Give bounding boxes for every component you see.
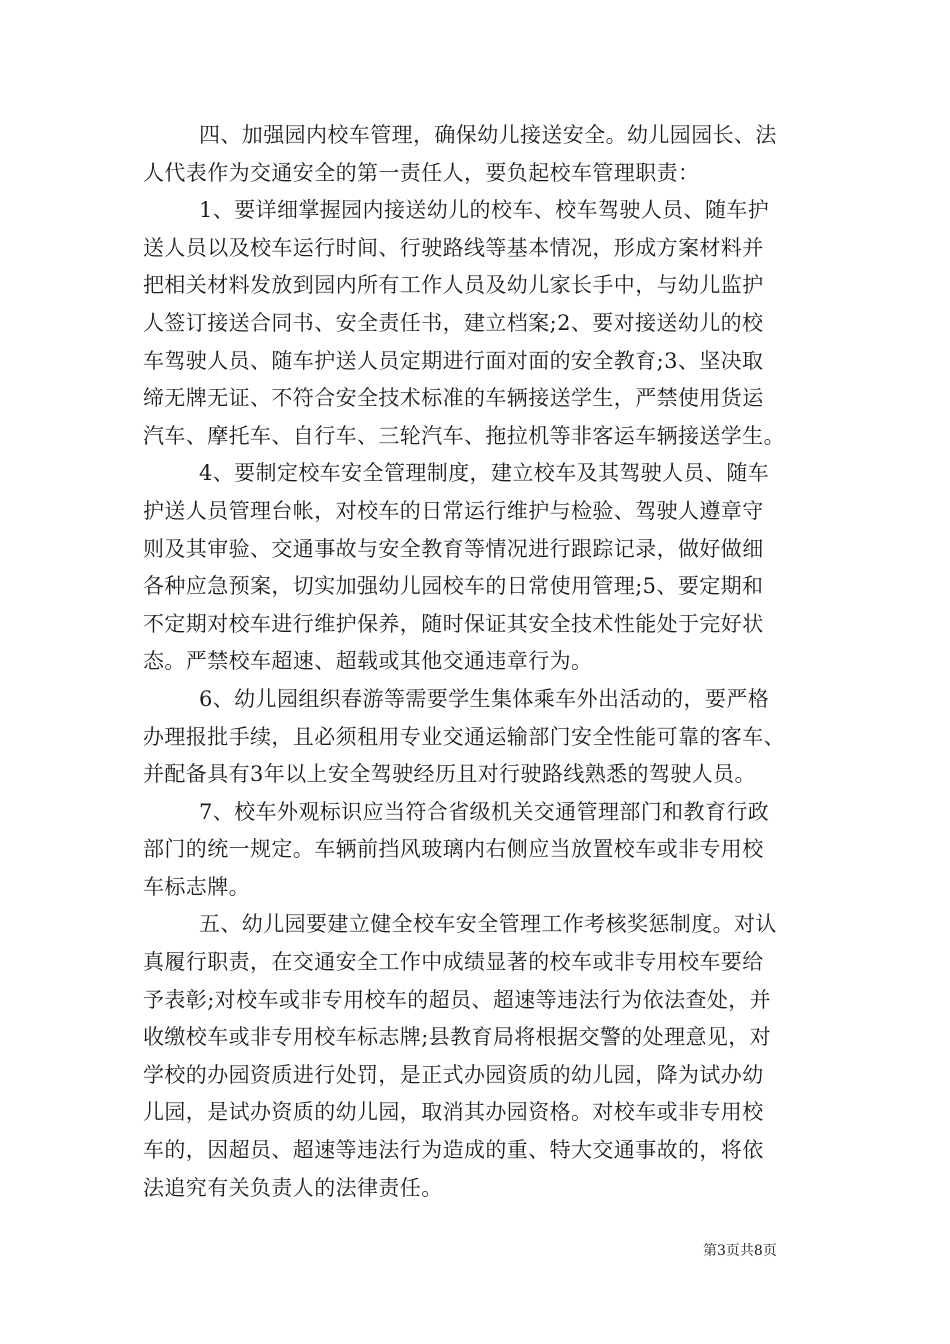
paragraph-line: 把相关材料发放到园内所有工作人员及幼儿家长手中，与幼儿监护 xyxy=(143,273,764,298)
paragraph-line: 4、要制定校车安全管理制度，建立校车及其驾驶人员、随车 xyxy=(199,461,770,486)
paragraph-line: 护送人员管理台帐，对校车的日常运行维护与检验、驾驶人遵章守 xyxy=(143,498,764,523)
paragraph-line: 则及其审验、交通事故与安全教育等情况进行跟踪记录，做好做细 xyxy=(143,536,764,561)
paragraph-line: 汽车、摩托车、自行车、三轮汽车、拖拉机等非客运车辆接送学生。 xyxy=(143,423,785,448)
paragraph-line: 儿园，是试办资质的幼儿园，取消其办园资格。对校车或非专用校 xyxy=(143,1100,764,1125)
paragraph-line: 车标志牌。 xyxy=(143,874,250,899)
paragraph-line: 不定期对校车进行维护保养，随时保证其安全技术性能处于完好状 xyxy=(143,611,764,636)
paragraph-line: 人签订接送合同书、安全责任书，建立档案;2、要对接送幼儿的校 xyxy=(143,310,764,335)
paragraph-line: 法追究有关负责人的法律责任。 xyxy=(143,1175,443,1200)
paragraph-line: 并配备具有3年以上安全驾驶经历且对行驶路线熟悉的驾驶人员。 xyxy=(143,762,756,787)
paragraph-line: 真履行职责，在交通安全工作中成绩显著的校车或非专用校车要给 xyxy=(143,950,764,975)
paragraph-line: 车的，因超员、超速等违法行为造成的重、特大交通事故的，将依 xyxy=(143,1138,764,1163)
paragraph-line: 人代表作为交通安全的第一责任人，要负起校车管理职责： xyxy=(143,160,700,185)
paragraph-line: 7、校车外观标识应当符合省级机关交通管理部门和教育行政 xyxy=(199,799,770,824)
paragraph-line: 学校的办园资质进行处罚，是正式办园资质的幼儿园，降为试办幼 xyxy=(143,1062,764,1087)
paragraph-line: 车驾驶人员、随车护送人员定期进行面对面的安全教育;3、坚决取 xyxy=(143,348,764,373)
paragraph-line: 部门的统一规定。车辆前挡风玻璃内右侧应当放置校车或非专用校 xyxy=(143,837,764,862)
paragraph-line: 缔无牌无证、不符合安全技术标准的车辆接送学生，严禁使用货运 xyxy=(143,386,764,411)
paragraph-line: 办理报批手续，且必须租用专业交通运输部门安全性能可靠的客车、 xyxy=(143,724,785,749)
paragraph-line: 予表彰;对校车或非专用校车的超员、超速等违法行为依法查处，并 xyxy=(143,987,772,1012)
page-number: 第3页共8页 xyxy=(703,1243,777,1259)
paragraph-line: 四、加强园内校车管理，确保幼儿接送安全。幼儿园园长、法 xyxy=(199,123,777,147)
paragraph-line: 1、要详细掌握园内接送幼儿的校车、校车驾驶人员、随车护 xyxy=(199,198,770,223)
paragraph-line: 各种应急预案，切实加强幼儿园校车的日常使用管理;5、要定期和 xyxy=(143,574,764,599)
paragraph-line: 态。严禁校车超速、超载或其他交通违章行为。 xyxy=(143,649,593,674)
paragraph-line: 五、幼儿园要建立健全校车安全管理工作考核奖惩制度。对认 xyxy=(199,912,777,937)
paragraph-line: 送人员以及校车运行时间、行驶路线等基本情况，形成方案材料并 xyxy=(143,235,764,260)
paragraph-line: 收缴校车或非专用校车标志牌;县教育局将根据交警的处理意见，对 xyxy=(143,1025,772,1050)
document-body xyxy=(143,117,833,1207)
paragraph-line: 6、幼儿园组织春游等需要学生集体乘车外出活动的，要严格 xyxy=(199,686,770,711)
